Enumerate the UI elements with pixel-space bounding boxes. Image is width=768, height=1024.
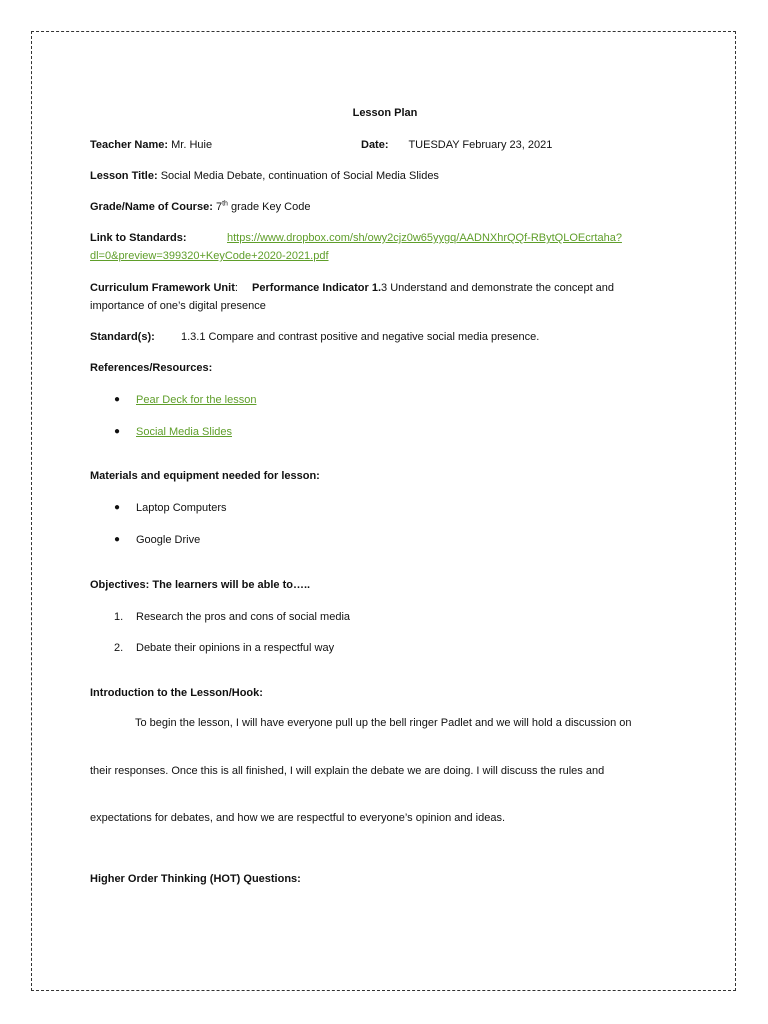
introduction-line: their responses. Once this is all finished, I will explain the debate we are doing. I will discuss the rules and [90,765,605,777]
objective-text: Debate their opinions in a respectful way [136,642,335,654]
performance-indicator-text-2: importance of one’s digital presence [90,300,266,312]
lesson-title-label: Lesson Title: [90,170,158,182]
teacher-value: Mr. Huie [171,139,213,151]
objective-number: 1. [114,611,124,623]
reference-link-social-media-slides[interactable]: Social Media Slides [136,426,232,438]
introduction-label: Introduction to the Lesson/Hook: [90,687,263,699]
objective-text: Research the pros and cons of social media [136,611,351,623]
introduction-line: To begin the lesson, I will have everyone pull up the bell ringer Padlet and we will hold a discussion on [135,717,632,729]
reference-link-pear-deck[interactable]: Pear Deck for the lesson [136,394,257,406]
standards-value: 1.3.1 Compare and contrast positive and negative social media presence. [181,331,540,343]
objective-number: 2. [114,642,124,654]
teacher-row [90,138,212,152]
bullet-icon: ● [114,394,121,405]
material-item-text: Google Drive [136,534,201,546]
standards-link-url-2[interactable]: dl=0&preview=399320+KeyCode+2020-2021.pdf [90,250,329,262]
standards-link-row [90,231,187,245]
bullet-icon: ● [114,534,121,545]
introduction-line: expectations for debates, and how we are respectful to everyone’s opinion and ideas. [90,812,506,824]
curriculum-row [90,281,614,295]
grade-value-prefix: 7 [215,201,223,213]
bullet-icon: ● [114,426,121,437]
standards-row [90,330,155,344]
material-item-text: Laptop Computers [136,502,227,514]
objectives-label: Objectives: The learners will be able to….. [90,579,311,591]
date-row [361,138,552,152]
teacher-label: Teacher Name: [90,139,169,151]
date-value: TUESDAY February 23, 2021 [408,139,553,151]
curriculum-label: Curriculum Framework Unit [90,282,235,294]
standards-label: Standard(s): [90,331,155,343]
grade-value-sup: th [222,200,228,208]
references-label: References/Resources: [90,362,213,374]
standards-link-line1[interactable] [227,231,622,245]
bullet-icon: ● [114,502,121,513]
grade-label: Grade/Name of Course: [90,201,213,213]
performance-indicator-label: Performance Indicator 1. [252,282,382,294]
date-label: Date: [361,139,389,151]
curriculum-colon: : [234,282,238,294]
standards-link-line2[interactable] [90,249,329,263]
document-title: Lesson Plan [352,107,418,119]
lesson-title-value: Social Media Debate, continuation of Social Media Slides [160,170,439,182]
grade-value-suffix: grade Key Code [230,201,311,213]
standards-value-row [181,330,539,344]
grade-row [90,200,310,214]
lesson-title-row [90,169,439,183]
curriculum-row-2 [90,299,266,313]
hot-questions-label: Higher Order Thinking (HOT) Questions: [90,873,301,885]
materials-label: Materials and equipment needed for lesson: [90,470,320,482]
standards-link-url-1[interactable]: https://www.dropbox.com/sh/owy2cjz0w65yygq/AADNXhrQQf-RBytQLOEcrtaha? [227,232,622,244]
standards-link-label: Link to Standards: [90,232,187,244]
performance-indicator-text: 3 Understand and demonstrate the concept and [381,282,615,294]
